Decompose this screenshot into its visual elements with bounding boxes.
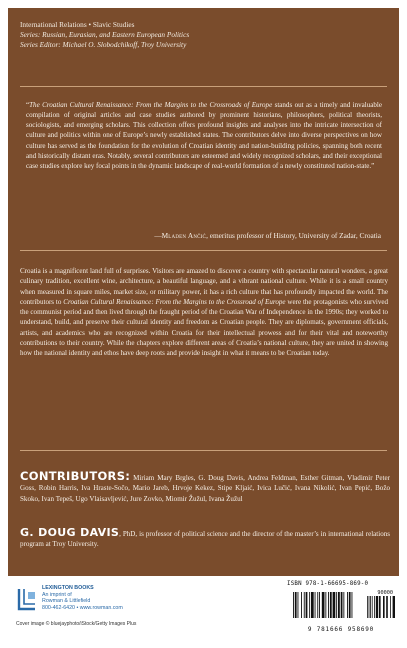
divider-top (20, 86, 387, 87)
barcode-bar (336, 592, 337, 618)
barcode-bar (293, 592, 294, 618)
series-info (20, 20, 390, 51)
contributors-heading: CONTRIBUTORS: (20, 469, 131, 483)
barcode-bar (330, 592, 332, 618)
book-description (20, 266, 388, 359)
open-quote: “ (26, 101, 30, 109)
ean-number: 9 781666 958690 (307, 626, 375, 633)
barcode-bar (311, 592, 314, 618)
barcode-addon-bar (367, 596, 368, 618)
endorsement-quote (26, 100, 382, 171)
barcode-addon-bar (374, 596, 375, 618)
endorsement-text: stands out as a timely and invaluable compilation of original articles and case studies authored by prominent historians, philosophers, political theorists, sociologists, and emerging scholars. This collection offers profound insights and analyses into the intricate intersection of culture and politics within one of Europe’s newly established states. The contributors delve into diverse perspectives on how culture has served as the foundation for the evolution of Croatian identity and nation-building policies, spanning both recent and historically distant eras. Notably, several contributors are esteemed and widely recognized scholars, and their exceptional case studies explore key focal points in the dynamic landscape of real-world formation of a newly constituted nation-state.” (26, 101, 383, 170)
barcode-bar (319, 592, 320, 618)
barcode-bar (325, 592, 326, 618)
barcode-bar (343, 592, 344, 618)
series-editor: Series Editor: Michael O. Slobodchikoff, Troy University (20, 40, 187, 50)
editor-name: G. DOUG DAVIS (20, 526, 120, 539)
publisher-imprint-line: An imprint of (42, 591, 72, 598)
barcode-bar (322, 592, 325, 618)
barcode-bar (349, 592, 351, 618)
series-name: Series: Russian, Eurasian, and Eastern European Politics (20, 30, 190, 40)
divider-lower (20, 450, 387, 451)
barcode-bar (301, 592, 302, 618)
barcode-addon-bar (386, 596, 388, 618)
endorser-affiliation: , emeritus professor of History, University of Zadar, Croatia (206, 231, 381, 240)
barcode-bar (315, 592, 316, 618)
barcode-bar (295, 592, 297, 618)
barcode-addon-bar (383, 596, 385, 618)
barcode-addon-bar (379, 596, 381, 618)
endorser-name: Mladen Ančić (161, 231, 207, 240)
barcode-addon-bar (372, 596, 373, 618)
description-book-title: Croatian Cultural Renaissance: From the Margins to the Crossroad of Europe (63, 297, 286, 306)
barcode-addon-bar (393, 596, 395, 618)
barcode-bar (333, 592, 336, 618)
barcode-bar (317, 592, 318, 618)
contributors-section (20, 471, 390, 504)
barcode-bar (298, 592, 299, 618)
endorsement-book-title: The Croatian Cultural Renaissance: From the Margins to the Crossroads of Europe (29, 101, 273, 109)
editor-bio-text: , PhD, is professor of political science and the director of the master’s in international relations program at Troy University. (20, 530, 390, 549)
barcode-bar (341, 592, 343, 618)
divider-middle (20, 250, 387, 251)
barcode-bar (304, 592, 305, 618)
barcode-addon-bar (369, 596, 370, 618)
barcode-bar (309, 592, 310, 618)
isbn-label: ISBN 978-1-66695-869-0 (287, 581, 369, 587)
contributors-list: Miriam Mary Brgles, G. Doug Davis, Andrea Feldman, Esther Gitman, Vladimir Peter Goss, Robin Harris, Iva Hraste-Sočo, Mario Jareb, Hrvoje Kekez, Stipe Kljaić, Ivica Lučić, Ivana Nikolić, Ivan Pepić, Božo Skoko, Ivan Tepeš, Ugo Vlaisavljević, Jure Zovko, Miomir Žužul, Ivana Žužul (20, 474, 390, 503)
publisher-contact: 800-462-6420 • www.rowman.com (42, 604, 123, 611)
barcode-bar (352, 592, 353, 618)
cover-panel (8, 8, 399, 576)
barcode-bar (347, 592, 348, 618)
publisher-name: LEXINGTON BOOKS (42, 585, 94, 591)
description-part1: Croatia is a magnificent land full of surprises. Visitors are amazed to discover a country with spectacular natural wonders, a great culinary tradition, excellent wine, architecture, a beautiful language, and a vibrant national culture. While it is a small country when measured in square miles, market size, or military power, it has a rich culture that has profoundly impacted the world. The contributors to (20, 267, 388, 306)
lexington-books-logo (16, 586, 38, 612)
price-code: 90000 (377, 590, 393, 596)
series-subjects: International Relations • Slavic Studies (20, 20, 135, 29)
editor-bio (20, 528, 390, 550)
barcode-bar (338, 592, 340, 618)
endorsement-attribution (154, 231, 381, 241)
publisher-parent: Rowman & Littlefield (42, 598, 91, 605)
barcode-block (287, 581, 395, 633)
barcode-bars (291, 590, 395, 624)
description-part2: were the protagonists who survived the communist period and then lived through the fraught period of the Croatian War of Independence in the 1990s; they worked to understand, build, and preserve their cultural identity and freedom as Croatian people. They are diplomats, government officials, artists, and academics who are recognized within Croatia for their intellectual prowess and for their vital and noteworthy contributions to their country. While the chapters explore different areas of Croatia’s national culture, they are united in showing how the national identity and ethos have deep roots and provide insight in what it means to be Croatian today. (20, 297, 388, 358)
cover-image-credit: Cover image © bluejayphoto/iStock/Getty Images Plus (16, 621, 137, 627)
publisher-info (42, 585, 123, 611)
attribution-dash: — (154, 231, 162, 240)
cover-footer (8, 576, 399, 638)
barcode-bar (328, 592, 329, 618)
barcode-addon-bar (370, 596, 371, 618)
barcode-bar (306, 592, 308, 618)
barcode-addon-bar (376, 596, 378, 618)
barcode-addon-bar (390, 596, 391, 618)
